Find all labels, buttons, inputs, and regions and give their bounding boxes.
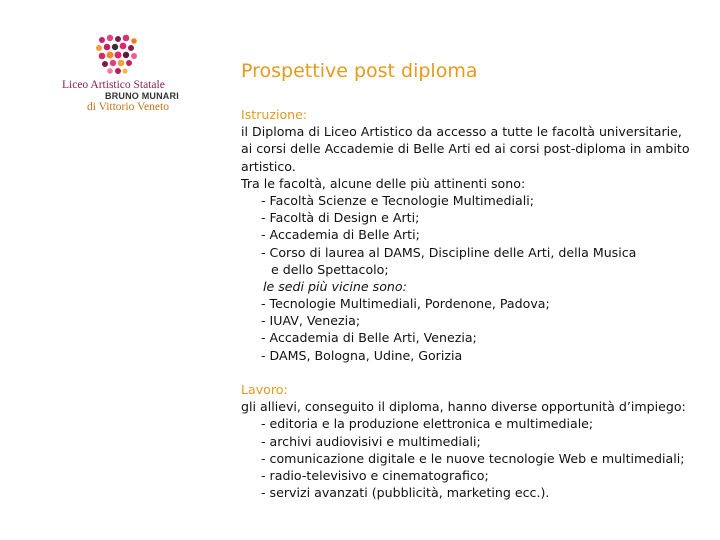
list-item: - Corso di laurea al DAMS, Discipline delle Arti, della Musica — [261, 244, 637, 260]
list-item: - DAMS, Bologna, Udine, Gorizia — [261, 347, 463, 363]
slide-content — [241, 106, 711, 501]
sedi-label: le sedi più vicine sono: — [263, 278, 407, 294]
text-line: il Diploma di Liceo Artistico da accesso a tutte le facoltà universitarie, — [241, 124, 682, 140]
list-item: - IUAV, Venezia; — [261, 313, 361, 329]
text-line: artistico. — [241, 158, 296, 174]
logo-line-1: Liceo Artistico Statale — [62, 79, 165, 91]
list-item: - Tecnologie Multimediali, Pordenone, Padova; — [261, 296, 550, 312]
section-heading-istruzione: Istruzione: — [241, 107, 308, 122]
list-item: - Facoltà di Design e Arti; — [261, 210, 420, 226]
list-item: - radio-televisivo e cinematografico; — [261, 467, 489, 483]
list-item: - comunicazione digitale e le nuove tecnologie Web e multimediali; — [261, 450, 685, 466]
text-line: Tra le facoltà, alcune delle più attinenti sono: — [241, 175, 526, 191]
logo-line-2: BRUNO MUNARI — [105, 91, 179, 101]
spacer — [241, 364, 711, 381]
dots-emblem-icon — [94, 34, 140, 78]
list-item: - editoria e la produzione elettronica e multimediale; — [261, 416, 594, 432]
list-item: - Facoltà Scienze e Tecnologie Multimediali; — [261, 192, 535, 208]
list-item-continuation: e dello Spettacolo; — [271, 261, 389, 277]
logo-line-3: di Vittorio Veneto — [87, 101, 169, 113]
section-heading-lavoro: Lavoro: — [241, 382, 288, 397]
text-line: gli allievi, conseguito il diploma, hanno diverse opportunità d’impiego: — [241, 399, 686, 415]
page-title: Prospettive post diploma — [241, 60, 478, 82]
list-item: - archivi audiovisivi e multimediali; — [261, 433, 481, 449]
school-logo — [58, 34, 198, 116]
list-item: - Accademia di Belle Arti; — [261, 227, 420, 243]
text-line: ai corsi delle Accademie di Belle Arti ed ai corsi post-diploma in ambito — [241, 141, 690, 157]
list-item: - servizi avanzati (pubblicità, marketing ecc.). — [261, 485, 550, 501]
list-item: - Accademia di Belle Arti, Venezia; — [261, 330, 477, 346]
